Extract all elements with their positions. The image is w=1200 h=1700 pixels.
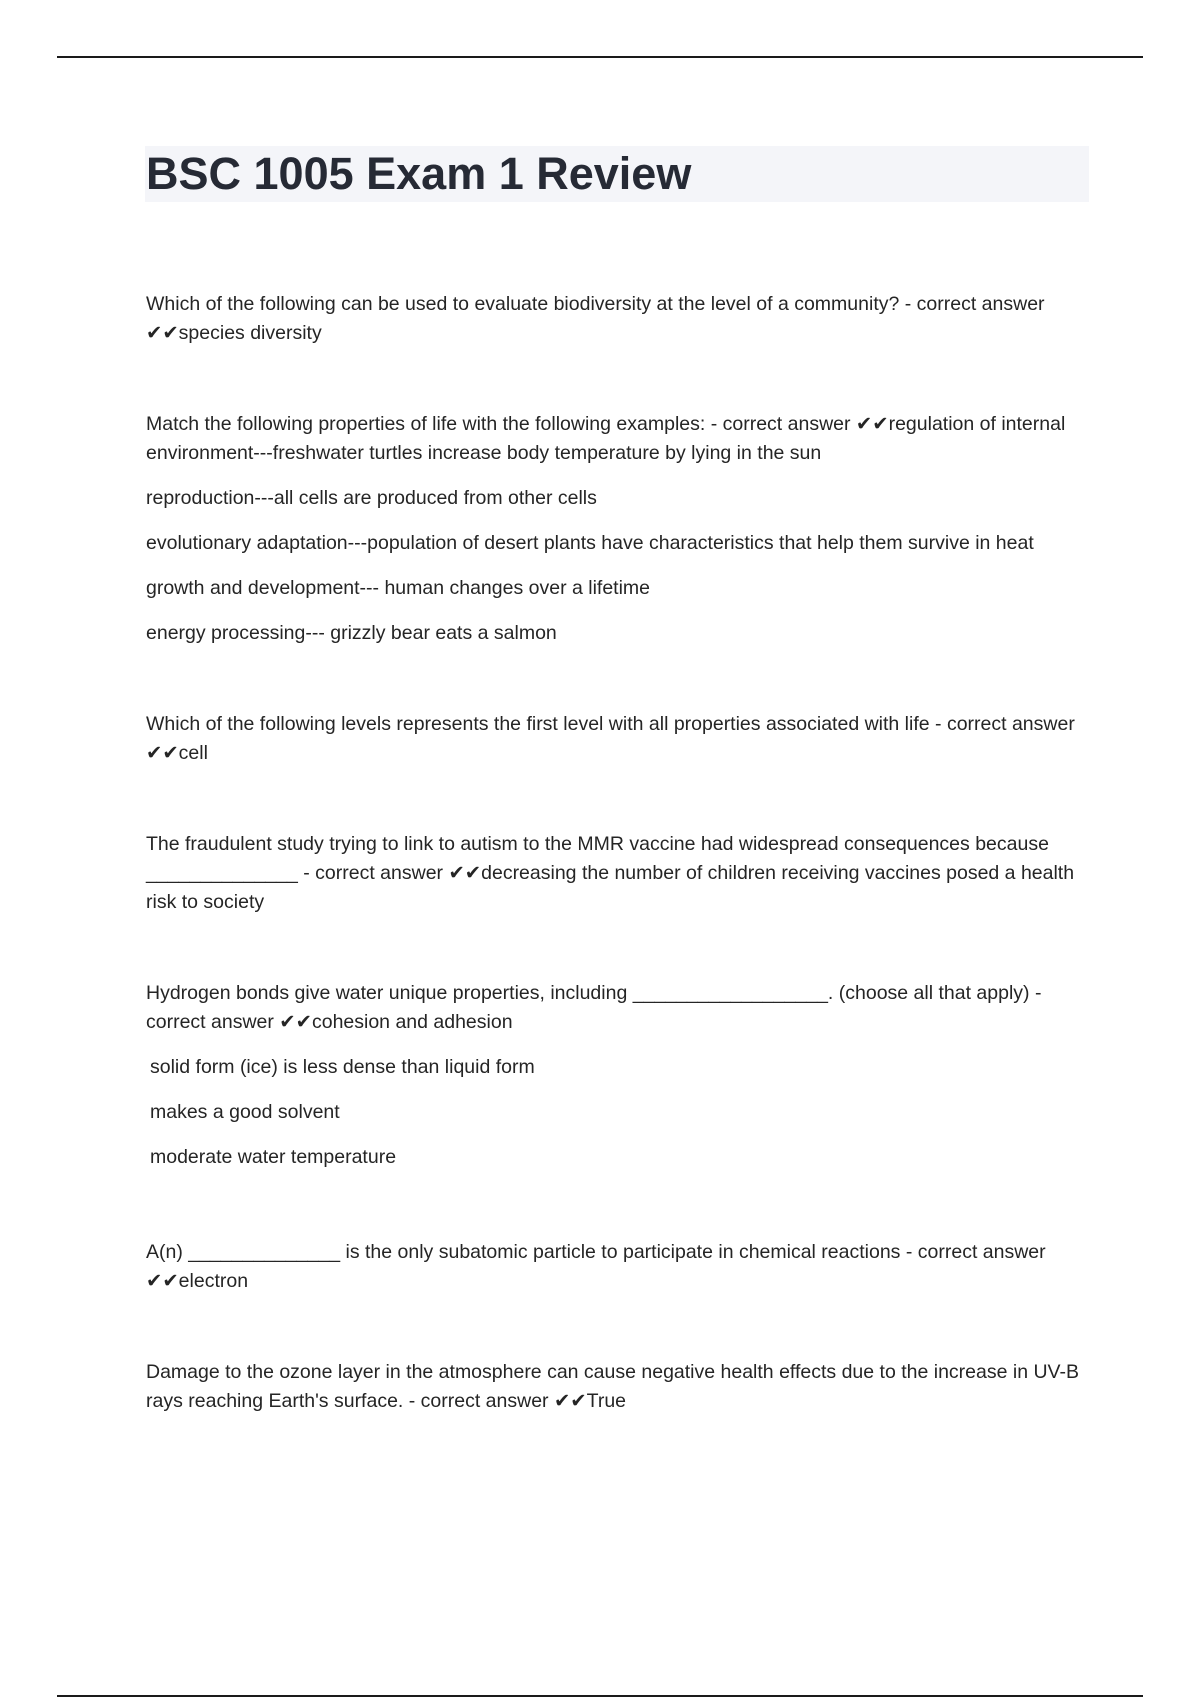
- document-body: [146, 290, 1096, 1416]
- spacer: [146, 1296, 1096, 1358]
- question-3: Which of the following levels represents the first level with all properties associated with life - correct answer ✔✔cell: [146, 713, 1075, 764]
- spacer: [146, 348, 1096, 410]
- bottom-rule: [57, 1695, 1143, 1697]
- question-6: A(n) ______________ is the only subatomic particle to participate in chemical reactions - correct answer ✔✔electron: [146, 1241, 1046, 1292]
- spacer: [146, 768, 1096, 830]
- question-2-line-1: reproduction---all cells are produced from other cells: [146, 487, 597, 509]
- question-2-line-3: growth and development--- human changes over a lifetime: [146, 577, 651, 599]
- question-2: Match the following properties of life with the following examples: - correct answer ✔✔regulation of internal environment---freshwater turtles increase body temperature by lying in the sun: [146, 413, 1066, 464]
- question-2-line-2: evolutionary adaptation---population of desert plants have characteristics that help them survive in heat: [146, 532, 1034, 554]
- top-rule: [57, 56, 1143, 58]
- question-1: Which of the following can be used to evaluate biodiversity at the level of a community? - correct answer ✔✔species diversity: [146, 293, 1045, 344]
- document-title: BSC 1005 Exam 1 Review: [146, 148, 692, 199]
- question-5: Hydrogen bonds give water unique properties, including __________________. (choose all that apply) - correct answer ✔✔cohesion and adhesion: [146, 982, 1042, 1033]
- spacer: [146, 917, 1096, 979]
- question-5-line-3: moderate water temperature: [150, 1146, 397, 1168]
- spacer: [146, 648, 1096, 710]
- question-7: Damage to the ozone layer in the atmosphere can cause negative health effects due to the increase in UV-B rays reaching Earth's surface. - correct answer ✔✔True: [146, 1361, 1079, 1412]
- question-4: The fraudulent study trying to link to autism to the MMR vaccine had widespread consequences because ______________ - correct answer ✔✔decreasing the number of children receiving vaccines posed a health risk to society: [146, 833, 1075, 913]
- spacer: [146, 1172, 1096, 1238]
- question-5-line-1: solid form (ice) is less dense than liquid form: [150, 1056, 535, 1078]
- question-5-line-2: makes a good solvent: [150, 1101, 340, 1123]
- question-2-line-4: energy processing--- grizzly bear eats a salmon: [146, 622, 557, 644]
